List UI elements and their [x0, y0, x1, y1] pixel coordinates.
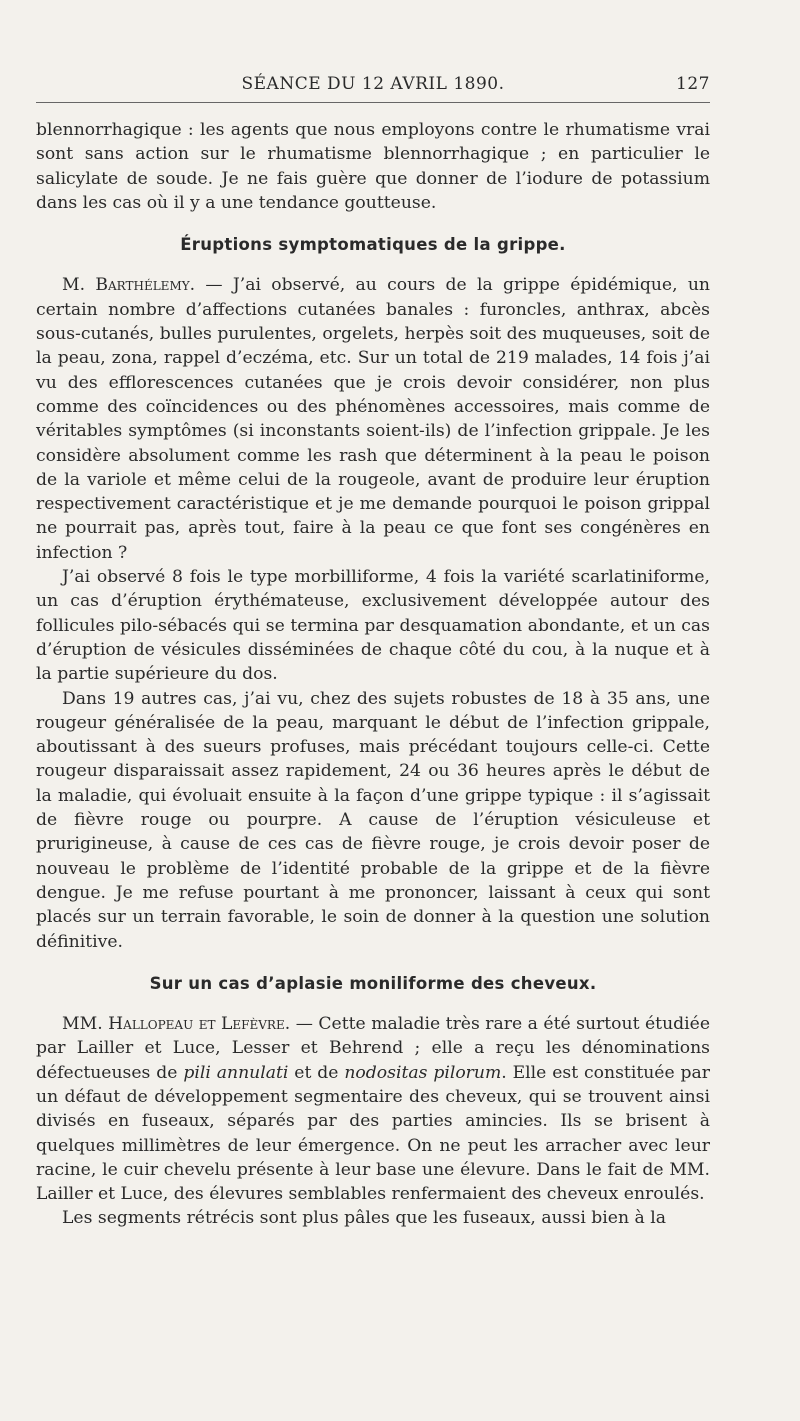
latin-term: nodositas pilorum	[344, 1062, 502, 1083]
paragraph-barthelemy	[36, 273, 710, 565]
page-number: 127	[676, 74, 710, 94]
running-header	[36, 74, 710, 100]
speaker-names: MM. Hallopeau et Lefèvre.	[62, 1014, 291, 1035]
running-title: SÉANCE DU 12 AVRIL 1890.	[241, 74, 505, 94]
latin-term: pili annulati	[183, 1062, 289, 1083]
paragraph: Les segments rétrécis sont plus pâles que les fuseaux, aussi bien à la	[62, 1208, 666, 1229]
section-heading-aplasie: Sur un cas d’aplasie moniliforme des cheveux.	[149, 973, 597, 993]
paragraph-text: — Cette maladie très rare a été surtout étudiée par Lailler et Luce, Lesser et Behrend ; elle a reçu les dénominations défectueuses de	[36, 1014, 711, 1083]
paragraph-text: et de	[288, 1062, 345, 1083]
header-rule	[36, 102, 710, 103]
paragraph-continued: blennorrhagique : les agents que nous employons contre le rhumatisme vrai sont sans action sur le rhumatisme blennorrhagique ; en particulier le salicylate de soude. Je ne fais guère que donner de l’iodure de potassium dans les cas où il y a une tendance goutteuse.	[36, 120, 710, 213]
paragraph-text: . Elle est constituée par un défaut de développement segmentaire des cheveux, qui se trouvent ainsi divisés en fuseaux, séparés par des parties amincies. Ils se brisent à quelques millimètres de leur émergence. On ne peut les arracher avec leur racine, le cuir chevelu présente à leur base une élevure. Dans le fait de MM. Lailler et Luce, des élevures semblables renfermaient des cheveux enroulés.	[36, 1062, 711, 1205]
paragraph-hallopeau	[36, 1012, 710, 1206]
paragraph-text: — J’ai observé, au cours de la grippe épidémique, un certain nombre d’affections cutanées banales : furoncles, anthrax, abcès sous-cutanés, bulles purulentes, orgelets, herpès soit des muqueuses, soit de la peau, zona, rappel d’eczéma, etc. Sur un total de 219 malades, 14 fois j’ai vu des efflorescences cutanées que je crois devoir considérer, non plus comme des coïncidences ou des phénomènes accessoires, mais comme de véritables symptômes (si inconstants soient-ils) de l’infection grippale. Je les considère absolument comme les rash que déterminent à la peau le poison de la variole et même celui de la rougeole, avant de produire leur éruption respectivement caractéristique et je me demande pourquoi le poison grippal ne pourrait pas, après tout, faire à la peau ce que font ses congénères en infection ?	[36, 275, 711, 563]
paragraph: J’ai observé 8 fois le type morbilliforme, 4 fois la variété scarlatiniforme, un cas d’éruption érythémateuse, exclusivement développée autour des follicules pilo-sébacés qui se termina par desquamation abondante, et un cas d’éruption de vésicules disséminées de chaque côté du cou, à la nuque et à la partie supérieure du dos.	[36, 567, 710, 685]
section-heading-eruptions: Éruptions symptomatiques de la grippe.	[180, 235, 566, 255]
speaker-name: M. Barthélemy.	[62, 275, 196, 296]
paragraph: Dans 19 autres cas, j’ai vu, chez des sujets robustes de 18 à 35 ans, une rougeur généralisée de la peau, marquant le début de l’infection grippale, aboutissant à des sueurs profuses, mais précédant toujours celle-ci. Cette rougeur disparaissait assez rapidement, 24 ou 36 heures après le début de la maladie, qui évoluait ensuite à la façon d’une grippe typique : il s’agissait de fièvre rouge ou pourpre. A cause de l’éruption vésiculeuse et prurigineuse, à cause de ces cas de fièvre rouge, je crois devoir poser de nouveau le problème de l’identité probable de la grippe et de la fièvre dengue. Je me refuse pourtant à me prononcer, laissant à ceux qui sont placés sur un terrain favorable, le soin de donner à la question une solution définitive.	[36, 688, 710, 952]
body-text	[36, 118, 710, 1231]
